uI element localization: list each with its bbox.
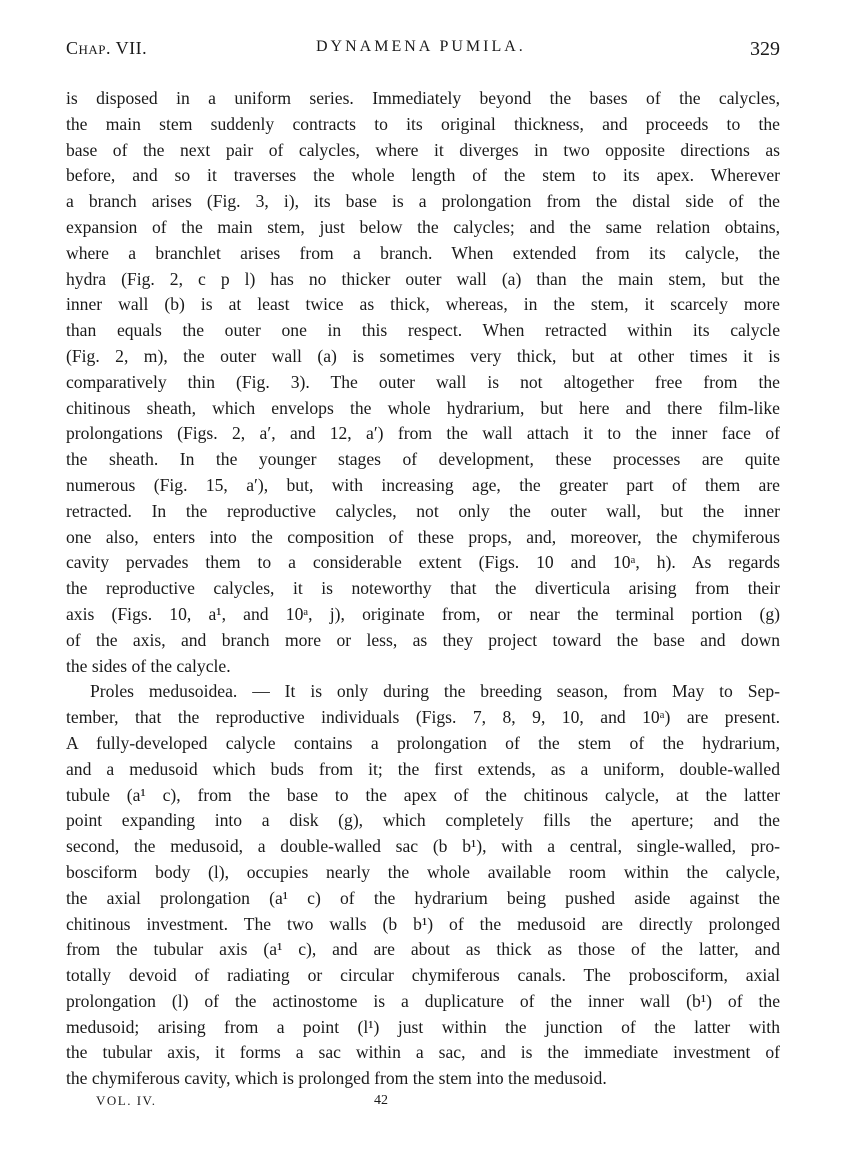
paragraph [66, 86, 780, 679]
text-line: of the axis, and branch more or less, as they project toward the base and down [66, 629, 780, 650]
text-line: tember, that the reproductive individuals (Figs. 7, 8, 9, 10, and 10ᵃ) are present. [66, 707, 780, 728]
text-line: bosciform body (l), occupies nearly the whole available room within the calycle, [66, 861, 780, 882]
running-head [66, 34, 780, 62]
text-line: numerous (Fig. 15, a′), but, with increasing age, the greater part of them are [66, 474, 780, 495]
text-line: totally devoid of radiating or circular chymiferous canals. The probosciform, axial [66, 965, 780, 986]
text-line: cavity pervades them to a considerable extent (Figs. 10 and 10ᵃ, h). As regards [66, 552, 780, 573]
text-line: axis (Figs. 10, a¹, and 10ᵃ, j), originate from, or near the terminal portion (g) [66, 603, 780, 624]
text-line: the sheath. In the younger stages of development, these processes are quite [66, 449, 780, 470]
page-footer [66, 1093, 780, 1117]
text-line: before, and so it traverses the whole length of the stem to its apex. Wherever [66, 165, 780, 186]
paragraph [66, 679, 780, 1092]
text-line: is disposed in a uniform series. Immediately beyond the bases of the calycles, [66, 88, 780, 108]
page-title: DYNAMENA PUMILA. [316, 38, 526, 55]
text-line: tubule (a¹ c), from the base to the apex of the chitinous calycle, at the latter [66, 784, 780, 805]
text-line: expansion of the main stem, just below the calycles; and the same relation obtains, [66, 216, 780, 237]
text-line: medusoid; arising from a point (l¹) just within the junction of the latter with [66, 1016, 780, 1037]
text-line: than equals the outer one in this respect. When retracted within its calycle [66, 320, 780, 341]
text-line: the axial prolongation (a¹ c) of the hydrarium being pushed aside against the [66, 887, 780, 908]
text-line: hydra (Fig. 2, c p l) has no thicker outer wall (a) than the main stem, but the [66, 268, 780, 289]
text-line: comparatively thin (Fig. 3). The outer wall is not altogether free from the [66, 371, 780, 392]
text-line: where a branchlet arises from a branch. When extended from its calycle, the [66, 242, 780, 263]
text-line: point expanding into a disk (g), which completely fills the aperture; and the [66, 810, 780, 831]
text-line: (Fig. 2, m), the outer wall (a) is sometimes very thick, but at other times it is [66, 345, 780, 366]
text-line: and a medusoid which buds from it; the first extends, as a uniform, double-walled [66, 758, 780, 779]
text-line: base of the next pair of calycles, where it diverges in two opposite directions as [66, 139, 780, 160]
text-line: chitinous sheath, which envelops the whole hydrarium, but here and there film-like [66, 397, 780, 418]
text-line: the chymiferous cavity, which is prolonged from the stem into the medusoid. [66, 1068, 607, 1089]
text-line: chitinous investment. The two walls (b b¹) of the medusoid are directly prolonged [66, 913, 780, 934]
volume-signature: VOL. IV. [96, 1093, 157, 1108]
text-line: retracted. In the reproductive calycles, not only the outer wall, but the inner [66, 500, 780, 521]
text-line: prolongation (l) of the actinostome is a duplicature of the inner wall (b¹) of the [66, 990, 780, 1011]
text-line: the main stem suddenly contracts to its original thickness, and proceeds to the [66, 113, 780, 134]
text-line: from the tubular axis (a¹ c), and are about as thick as those of the latter, and [66, 939, 780, 960]
body-text [66, 86, 780, 1092]
text-line: a branch arises (Fig. 3, i), its base is a prolongation from the distal side of the [66, 191, 780, 212]
text-line: the tubular axis, it forms a sac within a sac, and is the immediate investment of [66, 1042, 780, 1063]
text-line: one also, enters into the composition of these props, and, moreover, the chymiferous [66, 526, 780, 547]
text-line: the sides of the calycle. [66, 655, 231, 676]
text-line: A fully-developed calycle contains a prolongation of the stem of the hydrarium, [66, 732, 780, 753]
text-line: Proles medusoidea. — It is only during the breeding season, from May to Sep- [90, 681, 780, 702]
text-line: second, the medusoid, a double-walled sac (b b¹), with a central, single-walled, pro- [66, 836, 780, 857]
text-line: the reproductive calycles, it is noteworthy that the diverticula arising from their [66, 578, 780, 599]
text-line: inner wall (b) is at least twice as thick, whereas, in the stem, it scarcely more [66, 294, 780, 315]
chapter-label: Chap. VII. [66, 38, 148, 58]
page-number: 329 [750, 38, 780, 60]
sheet-number: 42 [374, 1093, 388, 1108]
text-line: prolongations (Figs. 2, a′, and 12, a′) from the wall attach it to the inner face of [66, 423, 780, 444]
